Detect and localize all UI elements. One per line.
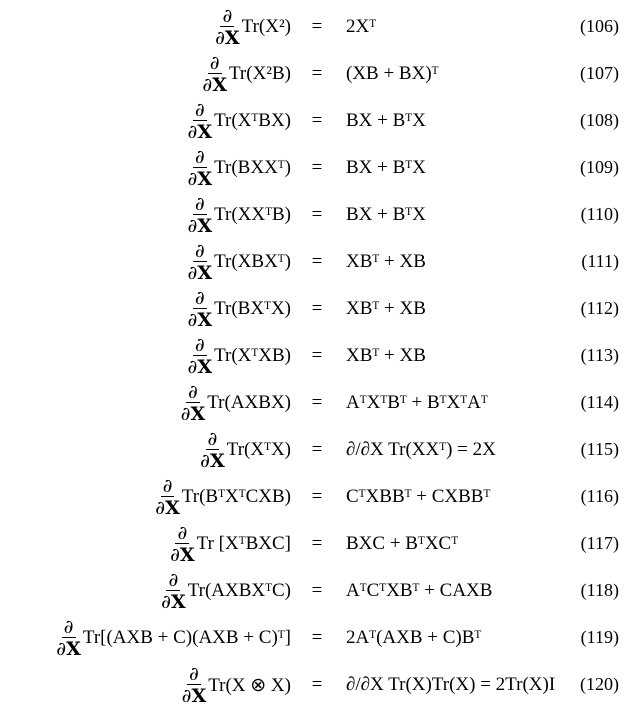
equation-lhs [188,145,292,191]
equation-rhs [346,474,490,520]
rhs-expression: 2Aᵀ(AXB + C)Bᵀ [346,627,482,648]
equation-row-116 [0,474,633,520]
equation-lhs [215,4,291,50]
equation-number: (114) [580,392,619,412]
equation-lhs [188,192,292,238]
equation-lhs [188,98,292,144]
equation-lhs [155,474,291,520]
lhs-expression: Tr(XᵀXB) [214,345,291,366]
equation-rhs [346,286,426,332]
equation-number: (120) [580,674,619,694]
equation-number: (119) [580,627,619,647]
equals-sign: = [311,627,323,648]
equation-number: (109) [580,157,619,177]
equation-rhs [346,333,426,379]
equation-row-118 [0,568,633,614]
equals-sign: = [311,251,323,272]
equation-row-119 [0,615,633,661]
equation-row-117 [0,521,633,567]
equals-sign: = [311,157,323,178]
equation-lhs [188,333,292,379]
lhs-expression: Tr(BXᵀX) [214,298,291,319]
equals-sign: = [311,486,323,507]
rhs-expression: ∂/∂X Tr(X)Tr(X) = 2Tr(X)I [346,674,556,695]
equation-rhs [346,662,555,708]
equation-rhs [346,427,496,473]
equals-sign: = [311,110,323,131]
lhs-expression: Tr(X²B) [228,63,291,84]
rhs-expression: ∂/∂X Tr(XXᵀ) = 2X [346,439,496,460]
partial-derivative-fraction: $\frac{\partial}{\partial X}$ [161,568,186,613]
equals-sign: = [311,439,323,460]
equation-rhs [346,568,492,614]
equation-rhs [346,98,426,144]
equation-lhs [188,286,292,332]
equation-lhs [170,521,291,567]
equation-row-114 [0,380,633,426]
equation-number: (111) [581,251,619,271]
lhs-expression: Tr(BXXᵀ) [214,157,291,178]
equation-row-106 [0,4,633,50]
lhs-expression: Tr(AXBX) [207,392,291,413]
lhs-expression: Tr(XᵀBX) [214,110,291,131]
equation-row-111 [0,239,633,285]
equals-sign: = [311,392,323,413]
equation-rhs [346,239,426,285]
equals-sign: = [311,16,323,37]
equation-number: (116) [580,486,619,506]
partial-derivative-fraction: $\frac{\partial}{\partial X}$ [202,51,227,96]
equals-sign: = [311,580,323,601]
equation-row-113 [0,333,633,379]
equation-number: (117) [580,533,619,553]
rhs-expression: XBᵀ + XB [346,345,426,366]
equation-row-120 [0,662,633,708]
equation-rhs [346,615,481,661]
partial-derivative-fraction: $\frac{\partial}{\partial X}$ [187,239,213,284]
rhs-expression: BX + BᵀX [346,110,426,131]
equation-lhs [200,427,291,473]
rhs-expression: 2Xᵀ [346,16,377,37]
equation-row-112 [0,286,633,332]
lhs-expression: Tr(X ⊗ X) [208,674,291,696]
rhs-expression: BXC + BᵀXCᵀ [346,533,459,554]
equation-number: (118) [580,580,619,600]
rhs-expression: BX + BᵀX [346,157,426,178]
partial-derivative-fraction: $\frac{\partial}{\partial X}$ [170,521,195,566]
equation-number: (106) [580,16,619,36]
equation-rhs [346,521,458,567]
lhs-expression: Tr[(AXB + C)(AXB + C)ᵀ] [82,627,291,648]
rhs-expression: AᵀCᵀXBᵀ + CAXB [346,580,493,601]
rhs-expression: CᵀXBBᵀ + CXBBᵀ [346,486,491,507]
equation-number: (115) [580,439,619,459]
equation-number: (108) [580,110,619,130]
equation-rhs [346,51,439,97]
equation-lhs [188,239,292,285]
equals-sign: = [311,63,323,84]
partial-derivative-fraction: $\frac{\partial}{\partial X}$ [181,662,207,707]
equation-number: (112) [580,298,619,318]
rhs-expression: XBᵀ + XB [346,251,426,272]
partial-derivative-fraction: $\frac{\partial}{\partial X}$ [200,427,225,472]
lhs-expression: Tr(AXBXᵀC) [187,580,291,601]
rhs-expression: (XB + BX)ᵀ [346,63,439,84]
equation-row-115 [0,427,633,473]
equals-sign: = [311,204,323,225]
lhs-expression: Tr(X²) [241,16,291,37]
equation-rhs [346,192,426,238]
partial-derivative-fraction: $\frac{\partial}{\partial X}$ [187,286,213,331]
lhs-expression: Tr(XXᵀB) [214,204,291,225]
partial-derivative-fraction: $\frac{\partial}{\partial X}$ [187,145,213,190]
equation-row-109 [0,145,633,191]
equation-lhs [56,615,291,661]
equation-lhs [181,380,291,426]
partial-derivative-fraction: $\frac{\partial}{\partial X}$ [155,474,180,519]
rhs-expression: BX + BᵀX [346,204,426,225]
equation-row-110 [0,192,633,238]
equals-sign: = [311,345,323,366]
partial-derivative-fraction: $\frac{\partial}{\partial X}$ [180,380,206,425]
equals-sign: = [311,674,323,695]
equation-rhs [346,4,376,50]
partial-derivative-fraction: $\frac{\partial}{\partial X}$ [215,4,240,49]
equation-row-108 [0,98,633,144]
rhs-expression: AᵀXᵀBᵀ + BᵀXᵀAᵀ [346,392,488,413]
equation-number: (107) [580,63,619,83]
lhs-expression: Tr(XᵀX) [226,439,291,460]
equation-rhs [346,380,488,426]
partial-derivative-fraction: $\frac{\partial}{\partial X}$ [187,98,213,143]
partial-derivative-fraction: $\frac{\partial}{\partial X}$ [56,615,81,660]
equation-lhs [161,568,291,614]
rhs-expression: XBᵀ + XB [346,298,426,319]
partial-derivative-fraction: $\frac{\partial}{\partial X}$ [187,333,213,378]
lhs-expression: Tr [XᵀBXC] [196,533,291,554]
equals-sign: = [311,533,323,554]
partial-derivative-fraction: $\frac{\partial}{\partial X}$ [187,192,213,237]
equation-lhs [202,51,291,97]
lhs-expression: Tr(BᵀXᵀCXB) [181,486,291,507]
equation-number: (113) [580,345,619,365]
equation-rhs [346,145,426,191]
equals-sign: = [311,298,323,319]
lhs-expression: Tr(XBXᵀ) [214,251,291,272]
equation-number: (110) [580,204,619,224]
equation-lhs [182,662,291,708]
equation-row-107 [0,51,633,97]
